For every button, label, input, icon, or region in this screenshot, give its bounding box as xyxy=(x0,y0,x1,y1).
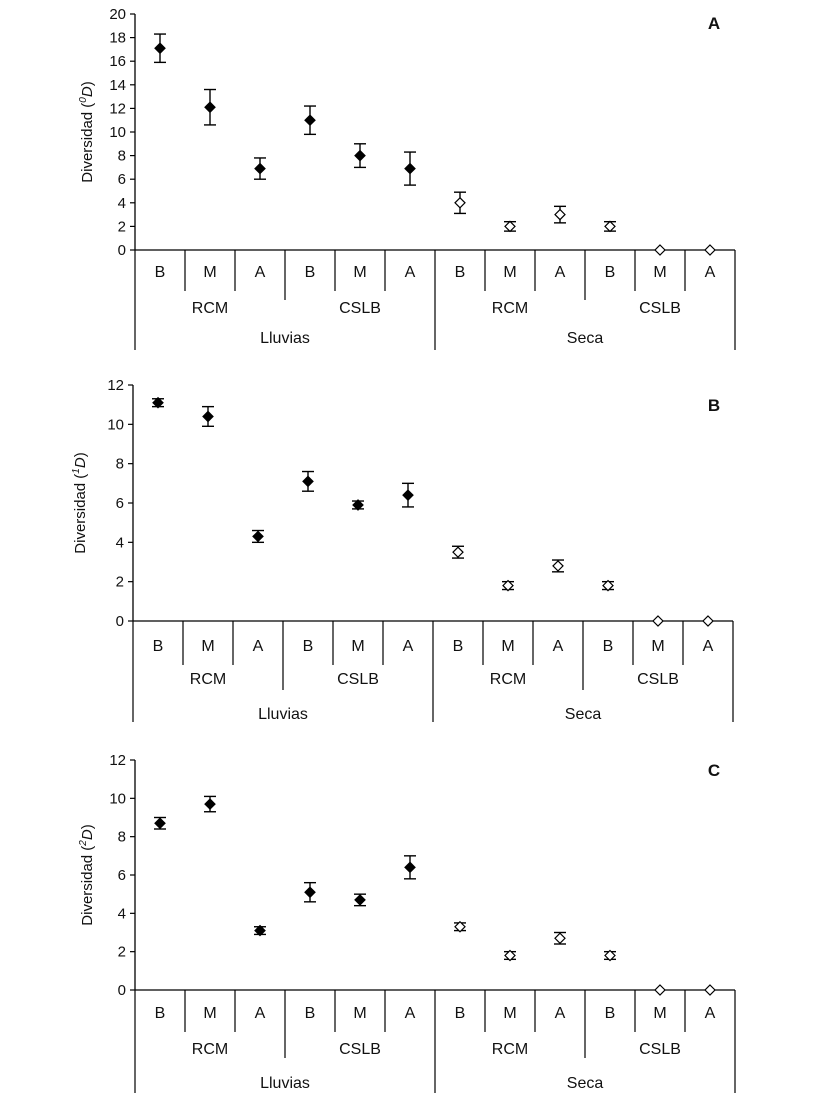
data-point xyxy=(205,102,215,112)
x-category-label: M xyxy=(501,638,515,655)
x-group-label: RCM xyxy=(491,1041,529,1058)
x-category-label: B xyxy=(602,638,614,655)
x-group-label: RCM xyxy=(191,300,229,317)
chart-panel-b xyxy=(71,377,733,723)
y-tick-label: 8 xyxy=(117,147,126,165)
chart-panel-a xyxy=(78,6,735,350)
data-point xyxy=(555,933,565,943)
data-point xyxy=(403,490,413,500)
data-point xyxy=(155,43,165,53)
data-point xyxy=(205,799,215,809)
x-category-label: M xyxy=(203,264,217,281)
data-point xyxy=(155,818,165,828)
x-group-label: CSLB xyxy=(339,1041,381,1058)
x-category-label: B xyxy=(454,264,466,281)
x-group-label: CSLB xyxy=(639,1041,681,1058)
x-category-label: M xyxy=(653,1005,667,1022)
y-tick-label: 8 xyxy=(115,455,124,473)
data-point xyxy=(355,151,365,161)
data-point xyxy=(253,531,263,541)
x-group-label: RCM xyxy=(491,300,529,317)
x-category-label: A xyxy=(404,264,416,281)
data-point xyxy=(453,547,463,557)
y-tick-label: 10 xyxy=(109,124,126,141)
x-season-label: Seca xyxy=(566,330,604,347)
x-category-label: B xyxy=(454,1005,466,1022)
data-point xyxy=(255,164,265,174)
y-tick-label: 2 xyxy=(115,573,124,591)
x-category-label: M xyxy=(503,1005,517,1022)
data-point xyxy=(605,221,615,231)
x-group-label: CSLB xyxy=(639,300,681,317)
data-point xyxy=(405,164,415,174)
panel-label: B xyxy=(707,396,721,415)
panel-label: A xyxy=(707,14,721,33)
x-category-label: A xyxy=(252,638,264,655)
y-tick-label: 0 xyxy=(117,982,126,999)
y-tick-label: 0 xyxy=(115,613,124,630)
x-category-label: A xyxy=(254,1005,266,1022)
x-season-label: Lluvias xyxy=(260,1075,310,1092)
x-category-label: M xyxy=(503,264,517,281)
data-point xyxy=(303,476,313,486)
x-category-label: B xyxy=(302,638,314,655)
x-category-label: A xyxy=(554,1005,566,1022)
y-tick-label: 6 xyxy=(117,867,126,884)
x-category-label: B xyxy=(152,638,164,655)
x-category-label: M xyxy=(351,638,365,655)
x-season-label: Lluvias xyxy=(258,706,308,723)
y-axis-label: Diversidad ($^0$D) xyxy=(78,81,96,183)
y-tick-label: 10 xyxy=(107,416,124,434)
y-tick-label: 0 xyxy=(117,242,126,259)
data-point xyxy=(655,985,665,995)
y-tick-label: 16 xyxy=(109,53,126,71)
x-category-label: A xyxy=(704,264,716,281)
data-point xyxy=(555,210,565,220)
x-season-label: Seca xyxy=(564,706,602,723)
data-point xyxy=(455,198,465,208)
y-tick-label: 10 xyxy=(109,790,126,808)
x-category-label: M xyxy=(653,264,667,281)
x-group-label: RCM xyxy=(489,671,527,688)
data-point xyxy=(305,887,315,897)
data-point xyxy=(405,862,415,872)
data-point xyxy=(705,985,715,995)
y-tick-label: 20 xyxy=(109,6,126,23)
x-category-label: B xyxy=(304,264,316,281)
chart-panel-c xyxy=(78,752,735,1093)
y-tick-label: 4 xyxy=(117,194,126,212)
x-category-label: A xyxy=(702,638,714,655)
y-axis-label: Diversidad ($^1$D) xyxy=(71,452,89,554)
x-group-label: RCM xyxy=(189,671,227,688)
x-season-label: Lluvias xyxy=(260,330,310,347)
x-group-label: RCM xyxy=(191,1041,229,1058)
y-tick-label: 6 xyxy=(117,171,126,189)
x-category-label: B xyxy=(154,264,166,281)
y-tick-label: 18 xyxy=(109,29,126,47)
data-point xyxy=(705,245,715,255)
y-axis-label: Diversidad ($^2$D) xyxy=(78,824,96,926)
x-category-label: A xyxy=(552,638,564,655)
x-category-label: B xyxy=(452,638,464,655)
x-category-label: M xyxy=(201,638,215,655)
x-season-label: Seca xyxy=(566,1075,604,1092)
y-tick-label: 2 xyxy=(117,943,126,961)
x-category-label: A xyxy=(402,638,414,655)
x-category-label: B xyxy=(604,1005,616,1022)
data-point xyxy=(553,561,563,571)
x-category-label: B xyxy=(304,1005,316,1022)
x-category-label: M xyxy=(651,638,665,655)
data-point xyxy=(653,616,663,626)
data-point xyxy=(703,616,713,626)
y-tick-label: 2 xyxy=(117,218,126,236)
y-tick-label: 12 xyxy=(109,100,126,118)
x-group-label: CSLB xyxy=(337,671,379,688)
y-tick-label: 12 xyxy=(107,377,124,394)
x-category-label: B xyxy=(604,264,616,281)
x-category-label: A xyxy=(704,1005,716,1022)
x-group-label: CSLB xyxy=(339,300,381,317)
y-tick-label: 6 xyxy=(115,495,124,512)
x-group-label: CSLB xyxy=(637,671,679,688)
y-tick-label: 14 xyxy=(109,76,126,94)
x-category-label: M xyxy=(353,264,367,281)
x-category-label: B xyxy=(154,1005,166,1022)
x-category-label: A xyxy=(404,1005,416,1022)
x-category-label: M xyxy=(353,1005,367,1022)
data-point xyxy=(505,221,515,231)
y-tick-label: 8 xyxy=(117,828,126,846)
data-point xyxy=(305,115,315,125)
y-tick-label: 4 xyxy=(115,534,124,552)
x-category-label: A xyxy=(254,264,266,281)
panel-label: C xyxy=(707,761,721,780)
y-tick-label: 4 xyxy=(117,905,126,923)
y-tick-label: 12 xyxy=(109,752,126,769)
data-point xyxy=(355,895,365,905)
data-point xyxy=(203,411,213,421)
x-category-label: A xyxy=(554,264,566,281)
x-category-label: M xyxy=(203,1005,217,1022)
data-point xyxy=(655,245,665,255)
